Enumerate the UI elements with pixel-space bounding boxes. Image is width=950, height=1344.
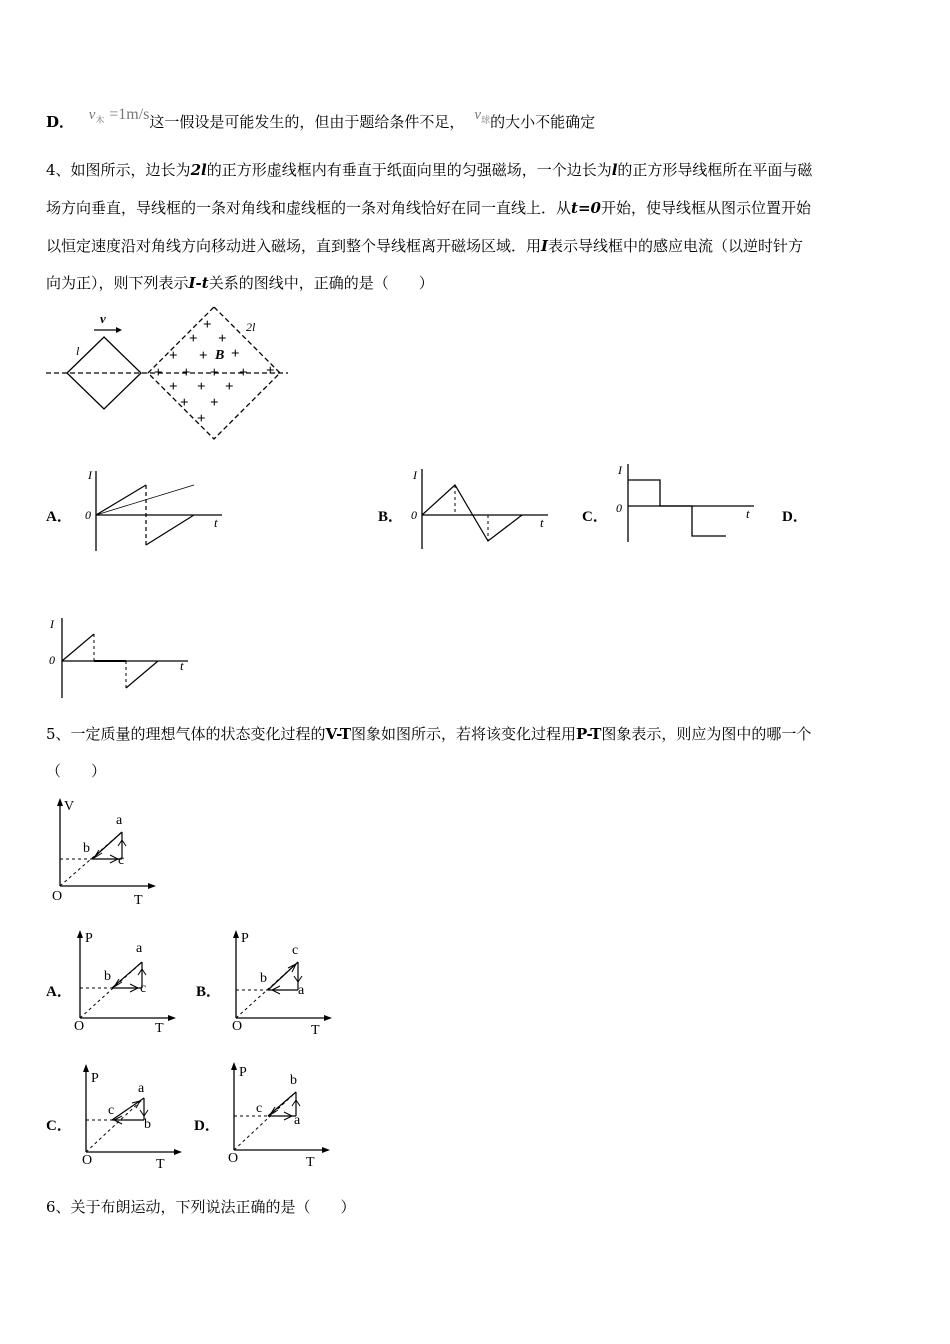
- q5-option-b-label[interactable]: B．: [196, 984, 222, 1000]
- current-curve: [146, 515, 194, 545]
- origin-label: 0: [411, 508, 417, 522]
- q4-magnetic-field-figure: [44, 305, 294, 445]
- t-axis-label: t: [540, 515, 544, 530]
- top-point-label: a: [136, 941, 143, 956]
- point-c-label: c: [118, 853, 125, 868]
- q5-option-d-graph[interactable]: [220, 1060, 335, 1172]
- question-number: 4、: [46, 161, 71, 179]
- q5-option-d-label[interactable]: D．: [194, 1118, 220, 1134]
- loop-side-label: l: [76, 344, 80, 358]
- q4-line-4: [46, 273, 434, 293]
- q4-option-c-graph[interactable]: [614, 460, 759, 552]
- plus-sign: +: [197, 411, 206, 427]
- bottom-point-label: c: [140, 981, 147, 996]
- q4-option-c-label[interactable]: C．: [582, 509, 608, 525]
- current-curve: [422, 485, 522, 541]
- origin-label: 0: [85, 508, 91, 522]
- origin-label: O: [74, 1019, 85, 1034]
- y-axis-label: P: [239, 1065, 247, 1080]
- q4-option-d-graph[interactable]: [46, 612, 196, 704]
- origin-label: O: [52, 889, 63, 904]
- x-axis-label: T: [156, 1157, 165, 1172]
- velocity-label: v: [100, 311, 106, 326]
- left-point-label: c: [256, 1101, 263, 1116]
- q5-text: 图象如图所示，若将该变化过程用: [351, 725, 577, 743]
- field-label: B: [215, 348, 225, 363]
- q5-option-c-graph[interactable]: [72, 1062, 187, 1174]
- q5-text: 图象表示，则应为图中的哪一个: [601, 725, 812, 743]
- plus-sign: +: [189, 331, 198, 347]
- x-axis-label: T: [306, 1155, 315, 1170]
- velocity-subscript-2: 球: [481, 116, 491, 126]
- plus-sign: +: [199, 348, 208, 364]
- plus-sign: +: [197, 379, 206, 395]
- plus-sign: +: [180, 395, 189, 411]
- velocity-arrow-head: [116, 327, 122, 333]
- plus-sign: +: [169, 348, 178, 364]
- velocity-symbol: v: [88, 107, 96, 123]
- plus-sign: +: [231, 346, 240, 362]
- current-curve: [62, 634, 94, 661]
- q5-text: 一定质量的理想气体的状态变化过程的: [70, 725, 326, 743]
- plus-sign: +: [210, 395, 219, 411]
- origin-label: O: [228, 1151, 239, 1166]
- q4-text: 开始，使导线框从图示位置开始: [600, 199, 811, 217]
- origin-label: 0: [49, 653, 55, 667]
- q4-option-a-label[interactable]: A．: [46, 509, 72, 525]
- left-point-label: b: [260, 971, 267, 986]
- top-point-label: b: [290, 1073, 297, 1088]
- q5-var: P-T: [576, 725, 602, 743]
- q5-option-c-label[interactable]: C．: [46, 1118, 72, 1134]
- q4-option-b-graph[interactable]: [410, 465, 555, 557]
- bottom-point-label: a: [298, 983, 305, 998]
- q4-option-a-graph[interactable]: [84, 465, 229, 557]
- q4-text: 关系的图线中，正确的是（ ）: [208, 274, 434, 292]
- question-number: 6、: [46, 1198, 71, 1216]
- point-b-label: b: [83, 841, 90, 856]
- region-side-label: 2l: [246, 320, 256, 334]
- i-axis-label: I: [88, 468, 92, 482]
- q6-text: 关于布朗运动，下列说法正确的是（ ）: [70, 1198, 356, 1216]
- q6-line: [46, 1197, 356, 1217]
- current-curve: [628, 480, 726, 536]
- q4-text: 表示导线框中的感应电流（以逆时针方: [548, 237, 804, 255]
- origin-label: O: [82, 1153, 93, 1168]
- q4-text: 如图所示，边长为: [70, 161, 191, 179]
- origin-label: O: [232, 1019, 243, 1034]
- q4-line-3: [46, 236, 803, 256]
- i-axis-label: I: [618, 463, 622, 477]
- i-axis-label: I: [413, 468, 417, 482]
- t-axis-label: t: [214, 515, 218, 530]
- bottom-point-label: b: [144, 1117, 151, 1132]
- q4-var: I-t: [188, 274, 209, 292]
- top-point-label: c: [292, 943, 299, 958]
- q5-text: （ ）: [46, 762, 107, 780]
- plus-sign: +: [218, 331, 227, 347]
- q4-line-1: [46, 160, 812, 180]
- q5-option-a-label[interactable]: A．: [46, 984, 72, 1000]
- current-curve: [96, 485, 146, 515]
- q4-text: 向为正），则下列表示: [46, 274, 189, 292]
- q4-text: 以恒定速度沿对角线方向移动进入磁场，直到整个导线框离开磁场区域．用: [46, 237, 542, 255]
- top-point-label: a: [138, 1081, 145, 1096]
- origin-label: 0: [616, 501, 622, 515]
- plus-sign: +: [169, 379, 178, 395]
- q5-var: V-T: [325, 725, 352, 743]
- q5-vt-graph: [46, 796, 161, 908]
- question-number: 5、: [46, 725, 71, 743]
- q4-var: t=0: [571, 199, 601, 217]
- q4-option-d-label[interactable]: D．: [782, 509, 808, 525]
- t-axis-label: t: [746, 506, 750, 521]
- q4-line-2: [46, 198, 811, 218]
- q4-text: 的正方形导线框所在平面与磁: [617, 161, 813, 179]
- left-point-label: b: [104, 969, 111, 984]
- y-axis-label: P: [241, 931, 249, 946]
- plus-sign: +: [266, 363, 275, 379]
- point-a-label: a: [116, 813, 123, 828]
- current-curve: [126, 661, 158, 688]
- q4-var: 2l: [190, 161, 207, 179]
- velocity-symbol-2: v: [474, 107, 482, 123]
- y-axis-label: P: [85, 931, 93, 946]
- q3-option-d: [46, 106, 596, 135]
- plus-sign: +: [225, 379, 234, 395]
- plus-signs: [154, 317, 275, 427]
- velocity-subscript: 木: [95, 116, 105, 126]
- q4-text: 的正方形虚线框内有垂直于纸面向里的匀强磁场，一个边长为: [206, 161, 612, 179]
- plus-sign: +: [210, 365, 219, 381]
- q5-option-b-graph[interactable]: [222, 928, 337, 1040]
- q4-var: l: [611, 161, 618, 179]
- y-axis-label: V: [64, 799, 75, 814]
- option-label: D．: [46, 113, 75, 131]
- plus-sign: +: [203, 317, 212, 333]
- x-axis-label: T: [155, 1021, 164, 1036]
- option-text-1: 这一假设是可能发生的，但由于题给条件不足，: [149, 113, 465, 131]
- q5-line-2: [46, 761, 106, 781]
- left-point-label: c: [108, 1103, 115, 1118]
- q4-option-b-label[interactable]: B．: [378, 509, 404, 525]
- velocity-equation: =1m/s: [109, 106, 150, 123]
- x-axis-label: T: [134, 893, 143, 908]
- t-axis-label: t: [180, 658, 184, 673]
- plus-sign: +: [239, 365, 248, 381]
- plus-sign: +: [154, 365, 163, 381]
- q4-var: I: [541, 237, 549, 255]
- bottom-point-label: a: [294, 1113, 301, 1128]
- x-axis-label: T: [311, 1023, 320, 1038]
- q5-option-a-graph[interactable]: [66, 928, 181, 1040]
- option-text-2: 的大小不能确定: [490, 113, 596, 131]
- i-axis-label: I: [50, 617, 54, 631]
- q5-line-1: [46, 724, 811, 744]
- q4-text: 场方向垂直，导线框的一条对角线和虚线框的一条对角线恰好在同一直线上．从: [46, 199, 572, 217]
- plus-sign: +: [182, 365, 191, 381]
- y-axis-label: P: [91, 1071, 99, 1086]
